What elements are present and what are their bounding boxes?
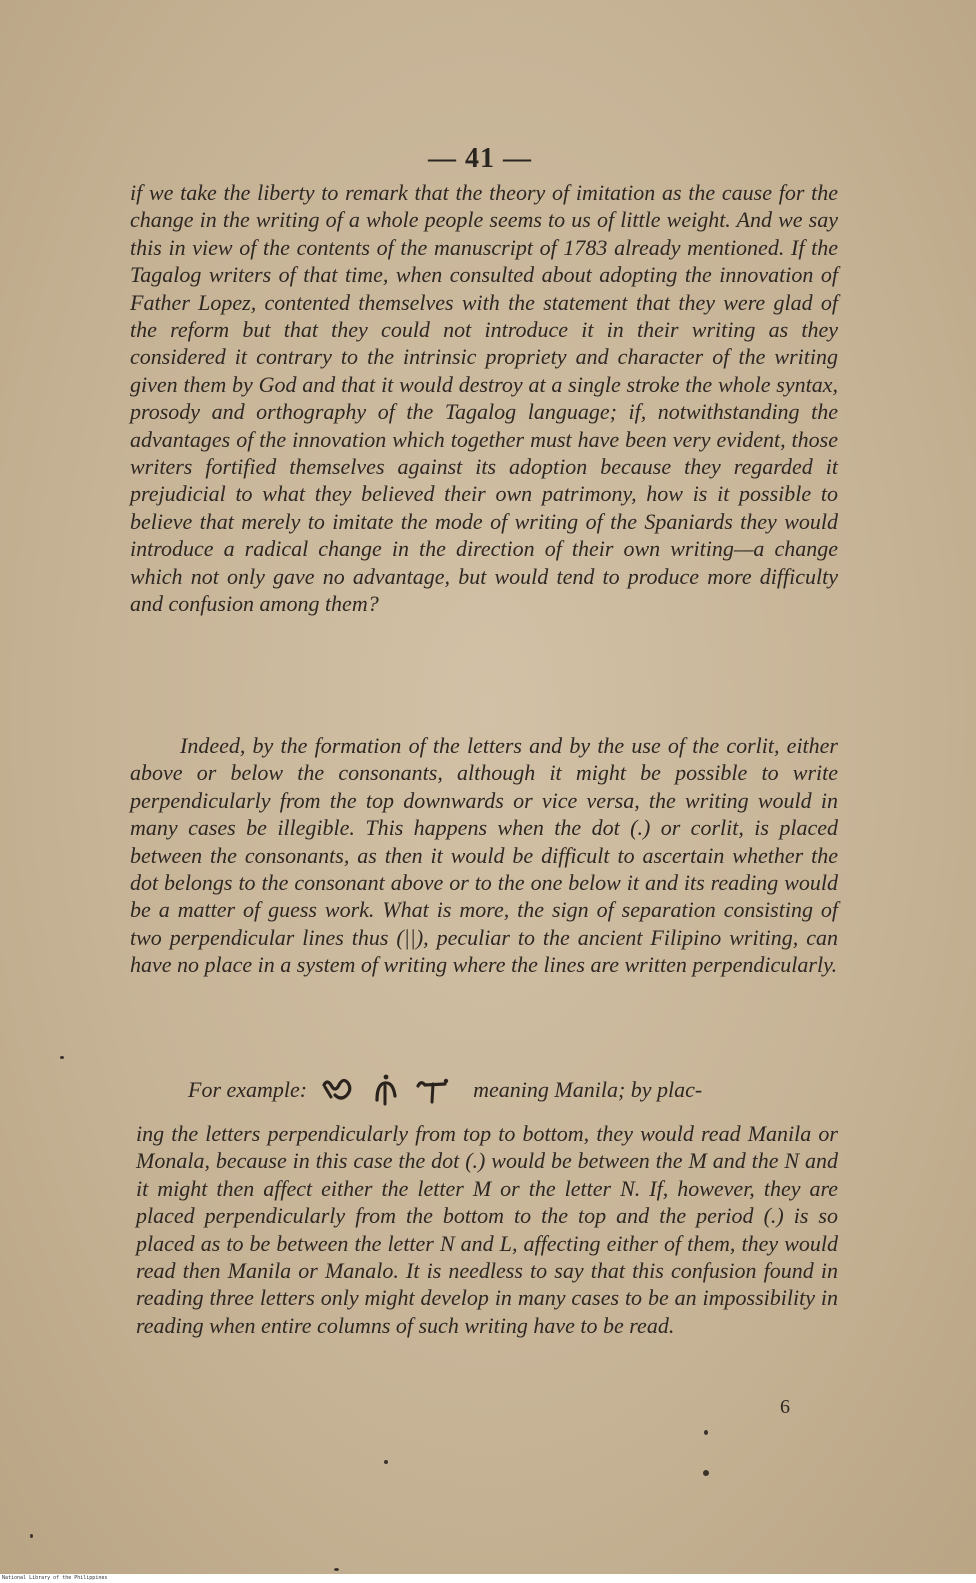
footer-strip xyxy=(0,1574,976,1583)
baybayin-ni-glyph xyxy=(371,1074,401,1106)
page-number: — 41 — xyxy=(428,143,532,174)
baybayin-ma-glyph xyxy=(321,1077,357,1103)
example-line xyxy=(188,1074,838,1106)
ink-speck xyxy=(704,1430,708,1435)
paragraph-1: if we take the liberty to remark that the theory of imitation as the cause for the change in the writing of a whole people seems to us of little weight. And we say this in view of the contents of the manuscript of 1783 already mentioned. If the Tagalog writers of that time, when consulted about adopting the innovation of Father Lopez, contented themselves with the statement that they were glad of the reform but that they could not introduce it in their writing as they considered it contrary to the intrinsic propriety and character of the writing given them by God and that it would destroy at a single stroke the whole syntax, prosody and orthography of the Tagalog language; if, notwithstanding the advantages of the innovation which together must have been very evident, those writers fortified themselves against its adoption because they regarded it prejudicial to what they believed their own patrimony, how is it possible to believe that merely to imitate the mode of writing of the Spaniards they would introduce a radical change in the direction of their own writing—a change which not only gave no advantage, but would tend to produce more difficulty and confusion among them? xyxy=(130,180,838,617)
example-lead: For example: xyxy=(188,1077,308,1102)
ink-speck xyxy=(334,1568,339,1571)
paragraph-3: ing the letters perpendicularly from top to bottom, they would read Manila or Monala, because in this case the dot (.) would be between the M and the N and it might then affect either the letter M or the letter N. If, however, they are placed perpendicularly from the bottom to the top and the period (.) is so placed as to be between the letter N and L, affecting either of them, they would read then Manila or Manalo. It is needless to say that this confusion found in reading three letters only might develop in many cases to be an impossibility in reading when entire columns of such writing have to be read. xyxy=(136,1121,838,1338)
ink-speck xyxy=(384,1460,388,1464)
baybayin-manila-glyphs xyxy=(321,1074,451,1106)
baybayin-la-glyph xyxy=(415,1076,451,1104)
signature-mark: 6 xyxy=(780,1396,790,1418)
example-meaning: meaning Manila; by plac- xyxy=(473,1077,703,1102)
ink-speck xyxy=(703,1470,709,1476)
footer-credit: National Library of the Philippines xyxy=(2,1575,108,1581)
paragraph-2: Indeed, by the formation of the letters and by the use of the corlit, either above or below the consonants, although it might be possible to write perpendicularly from the top downwards or vice versa, the writing would in many cases be illegible. This happens when the dot (.) or corlit, is placed between the consonants, as then it would be difficult to ascertain whether the dot belongs to the consonant above or to the one below it and its reading would be a matter of guess work. What is more, the sign of separation consisting of two perpendicular lines thus (||), peculiar to the ancient Filipino writing, can have no place in a system of writing where the lines are written perpendicularly. xyxy=(130,733,838,978)
ink-speck xyxy=(30,1534,33,1538)
ink-speck xyxy=(60,1056,64,1059)
